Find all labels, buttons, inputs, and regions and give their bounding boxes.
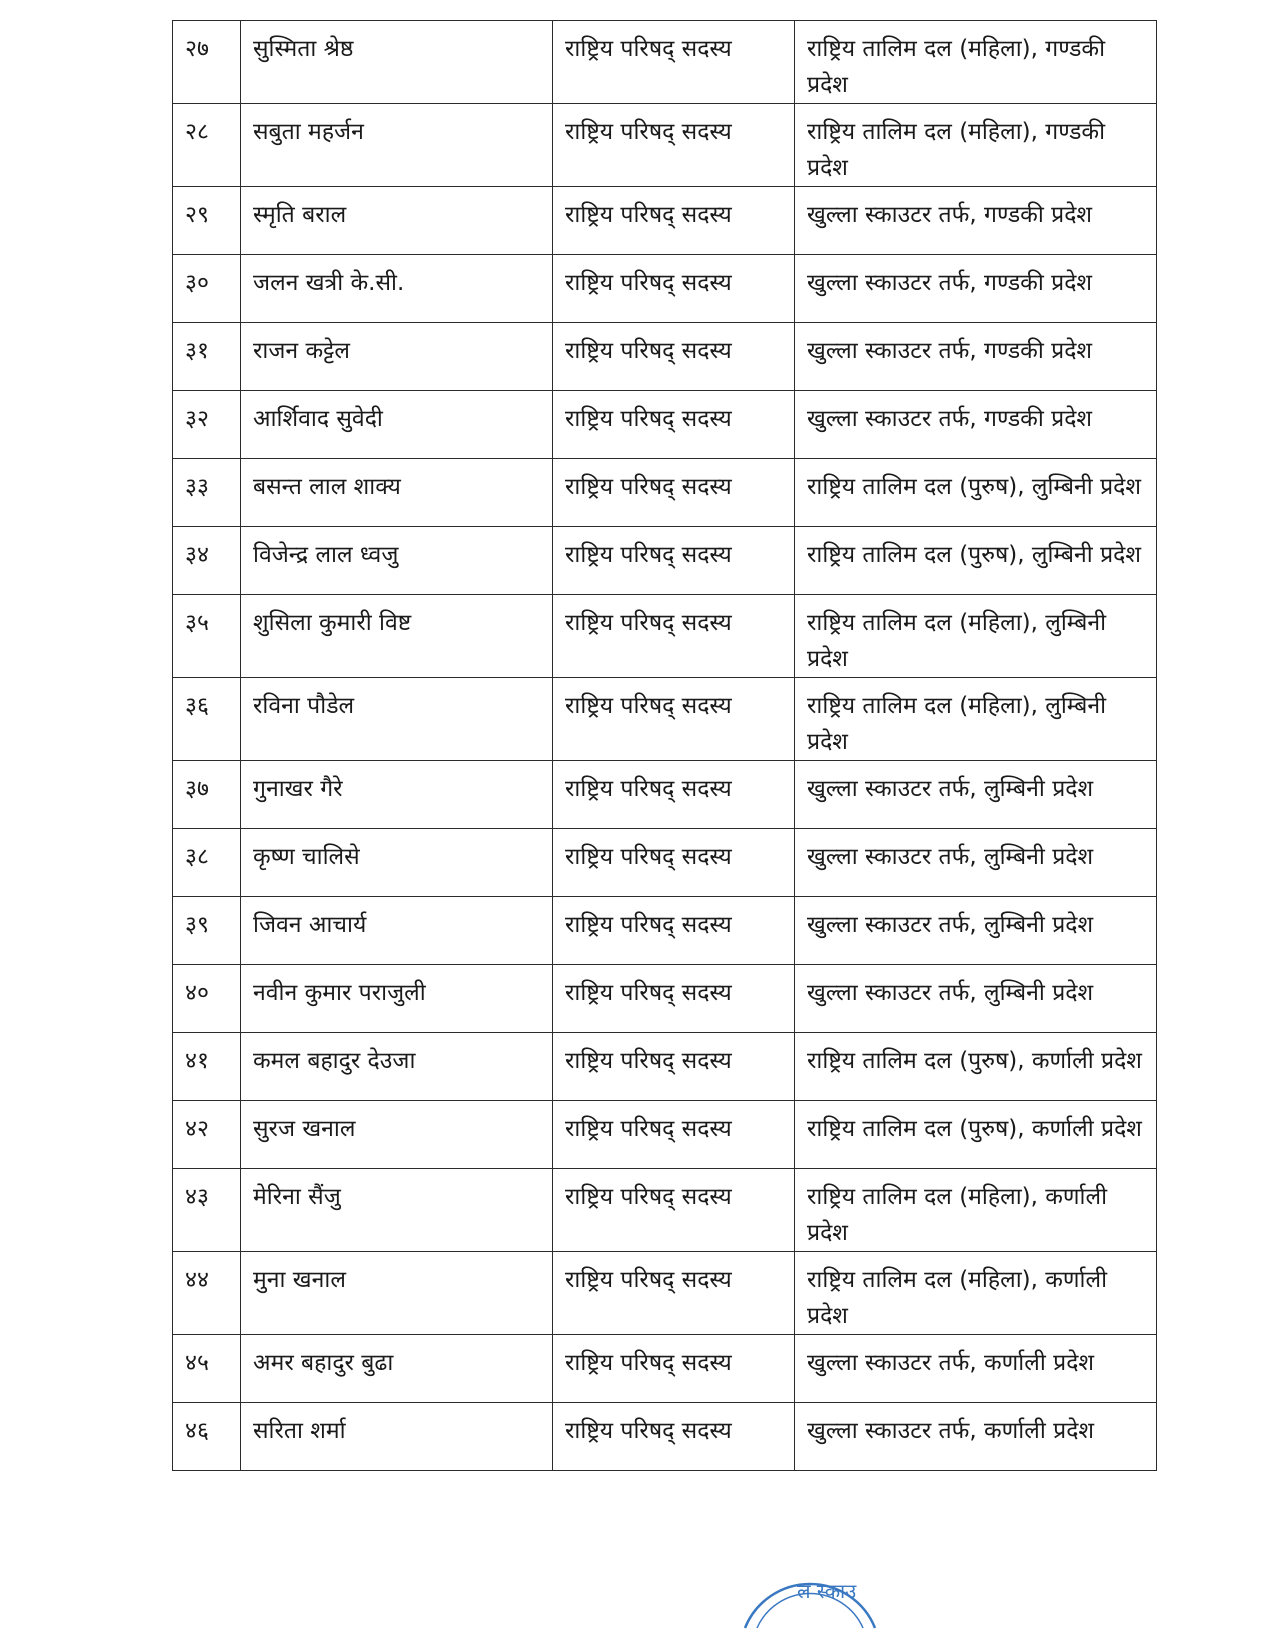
- position-cell: राष्ट्रिय परिषद् सदस्य: [553, 897, 795, 965]
- table-row: [173, 391, 1157, 459]
- representation-cell: खुल्ला स्काउटर तर्फ, गण्डकी प्रदेश: [795, 323, 1157, 391]
- representation-cell: खुल्ला स्काउटर तर्फ, लुम्बिनी प्रदेश: [795, 965, 1157, 1033]
- serial-number-cell: ३३: [173, 459, 241, 527]
- position-cell: राष्ट्रिय परिषद् सदस्य: [553, 391, 795, 459]
- serial-number-cell: ३०: [173, 255, 241, 323]
- representation-cell: खुल्ला स्काउटर तर्फ, गण्डकी प्रदेश: [795, 391, 1157, 459]
- serial-number-cell: ३६: [173, 678, 241, 761]
- member-name-cell: गुनाखर गैरे: [241, 761, 553, 829]
- member-name-cell: आर्शिवाद सुवेदी: [241, 391, 553, 459]
- representation-cell: खुल्ला स्काउटर तर्फ, कर्णाली प्रदेश: [795, 1403, 1157, 1471]
- table-row: [173, 104, 1157, 187]
- serial-number-cell: ३८: [173, 829, 241, 897]
- stamp-text: ल स्काउ: [797, 1579, 857, 1603]
- position-cell: राष्ट्रिय परिषद् सदस्य: [553, 1335, 795, 1403]
- representation-cell: खुल्ला स्काउटर तर्फ, गण्डकी प्रदेश: [795, 187, 1157, 255]
- table-row: [173, 1101, 1157, 1169]
- table-row: [173, 1252, 1157, 1335]
- representation-cell: खुल्ला स्काउटर तर्फ, लुम्बिनी प्रदेश: [795, 761, 1157, 829]
- member-name-cell: कृष्ण चालिसे: [241, 829, 553, 897]
- table-row: [173, 1335, 1157, 1403]
- table-row: [173, 1033, 1157, 1101]
- representation-cell: राष्ट्रिय तालिम दल (महिला), लुम्बिनी प्रदेश: [795, 678, 1157, 761]
- position-cell: राष्ट्रिय परिषद् सदस्य: [553, 1252, 795, 1335]
- table-row: [173, 761, 1157, 829]
- serial-number-cell: ३१: [173, 323, 241, 391]
- table-row: [173, 595, 1157, 678]
- member-name-cell: बसन्त लाल शाक्य: [241, 459, 553, 527]
- serial-number-cell: ३२: [173, 391, 241, 459]
- position-cell: राष्ट्रिय परिषद् सदस्य: [553, 1033, 795, 1101]
- position-cell: राष्ट्रिय परिषद् सदस्य: [553, 761, 795, 829]
- representation-cell: खुल्ला स्काउटर तर्फ, लुम्बिनी प्रदेश: [795, 897, 1157, 965]
- serial-number-cell: २९: [173, 187, 241, 255]
- representation-cell: राष्ट्रिय तालिम दल (महिला), गण्डकी प्रदेश: [795, 104, 1157, 187]
- serial-number-cell: ४२: [173, 1101, 241, 1169]
- table-row: [173, 897, 1157, 965]
- serial-number-cell: ४१: [173, 1033, 241, 1101]
- serial-number-cell: ४५: [173, 1335, 241, 1403]
- serial-number-cell: २७: [173, 21, 241, 104]
- table-row: [173, 965, 1157, 1033]
- table-row: [173, 21, 1157, 104]
- serial-number-cell: २८: [173, 104, 241, 187]
- member-name-cell: स्मृति बराल: [241, 187, 553, 255]
- serial-number-cell: ४०: [173, 965, 241, 1033]
- table-row: [173, 678, 1157, 761]
- member-name-cell: कमल बहादुर देउजा: [241, 1033, 553, 1101]
- serial-number-cell: ३९: [173, 897, 241, 965]
- serial-number-cell: ३५: [173, 595, 241, 678]
- position-cell: राष्ट्रिय परिषद् सदस्य: [553, 323, 795, 391]
- member-table: [172, 20, 1157, 1471]
- representation-cell: खुल्ला स्काउटर तर्फ, कर्णाली प्रदेश: [795, 1335, 1157, 1403]
- member-name-cell: नवीन कुमार पराजुली: [241, 965, 553, 1033]
- representation-cell: राष्ट्रिय तालिम दल (पुरुष), लुम्बिनी प्रदेश: [795, 459, 1157, 527]
- representation-cell: राष्ट्रिय तालिम दल (पुरुष), कर्णाली प्रदेश: [795, 1033, 1157, 1101]
- member-name-cell: रविना पौडेल: [241, 678, 553, 761]
- table-row: [173, 255, 1157, 323]
- table-row: [173, 527, 1157, 595]
- position-cell: राष्ट्रिय परिषद् सदस्य: [553, 595, 795, 678]
- position-cell: राष्ट्रिय परिषद् सदस्य: [553, 527, 795, 595]
- representation-cell: खुल्ला स्काउटर तर्फ, गण्डकी प्रदेश: [795, 255, 1157, 323]
- position-cell: राष्ट्रिय परिषद् सदस्य: [553, 965, 795, 1033]
- representation-cell: राष्ट्रिय तालिम दल (पुरुष), कर्णाली प्रदेश: [795, 1101, 1157, 1169]
- member-name-cell: अमर बहादुर बुढा: [241, 1335, 553, 1403]
- member-name-cell: विजेन्द्र लाल ध्वजु: [241, 527, 553, 595]
- table-row: [173, 1403, 1157, 1471]
- position-cell: राष्ट्रिय परिषद् सदस्य: [553, 187, 795, 255]
- position-cell: राष्ट्रिय परिषद् सदस्य: [553, 678, 795, 761]
- member-name-cell: राजन कट्टेल: [241, 323, 553, 391]
- position-cell: राष्ट्रिय परिषद् सदस्य: [553, 1169, 795, 1252]
- position-cell: राष्ट्रिय परिषद् सदस्य: [553, 1403, 795, 1471]
- position-cell: राष्ट्रिय परिषद् सदस्य: [553, 104, 795, 187]
- position-cell: राष्ट्रिय परिषद् सदस्य: [553, 1101, 795, 1169]
- serial-number-cell: ४३: [173, 1169, 241, 1252]
- position-cell: राष्ट्रिय परिषद् सदस्य: [553, 255, 795, 323]
- serial-number-cell: ३४: [173, 527, 241, 595]
- table-row: [173, 829, 1157, 897]
- table-row: [173, 459, 1157, 527]
- serial-number-cell: ३७: [173, 761, 241, 829]
- serial-number-cell: ४६: [173, 1403, 241, 1471]
- representation-cell: राष्ट्रिय तालिम दल (महिला), गण्डकी प्रदेश: [795, 21, 1157, 104]
- representation-cell: राष्ट्रिय तालिम दल (महिला), कर्णाली प्रदेश: [795, 1169, 1157, 1252]
- representation-cell: खुल्ला स्काउटर तर्फ, लुम्बिनी प्रदेश: [795, 829, 1157, 897]
- representation-cell: राष्ट्रिय तालिम दल (पुरुष), लुम्बिनी प्रदेश: [795, 527, 1157, 595]
- member-table-body: [173, 21, 1157, 1471]
- representation-cell: राष्ट्रिय तालिम दल (महिला), लुम्बिनी प्रदेश: [795, 595, 1157, 678]
- stamp-graphic: [735, 1570, 885, 1630]
- office-stamp: [735, 1570, 885, 1630]
- member-name-cell: शुसिला कुमारी विष्ट: [241, 595, 553, 678]
- member-name-cell: सुरज खनाल: [241, 1101, 553, 1169]
- member-name-cell: मेरिना सैंजु: [241, 1169, 553, 1252]
- table-row: [173, 323, 1157, 391]
- table-row: [173, 1169, 1157, 1252]
- table-row: [173, 187, 1157, 255]
- position-cell: राष्ट्रिय परिषद् सदस्य: [553, 21, 795, 104]
- member-name-cell: सुस्मिता श्रेष्ठ: [241, 21, 553, 104]
- representation-cell: राष्ट्रिय तालिम दल (महिला), कर्णाली प्रदेश: [795, 1252, 1157, 1335]
- position-cell: राष्ट्रिय परिषद् सदस्य: [553, 829, 795, 897]
- member-name-cell: जलन खत्री के.सी.: [241, 255, 553, 323]
- member-name-cell: सबुता महर्जन: [241, 104, 553, 187]
- serial-number-cell: ४४: [173, 1252, 241, 1335]
- member-name-cell: मुना खनाल: [241, 1252, 553, 1335]
- position-cell: राष्ट्रिय परिषद् सदस्य: [553, 459, 795, 527]
- member-name-cell: जिवन आचार्य: [241, 897, 553, 965]
- member-name-cell: सरिता शर्मा: [241, 1403, 553, 1471]
